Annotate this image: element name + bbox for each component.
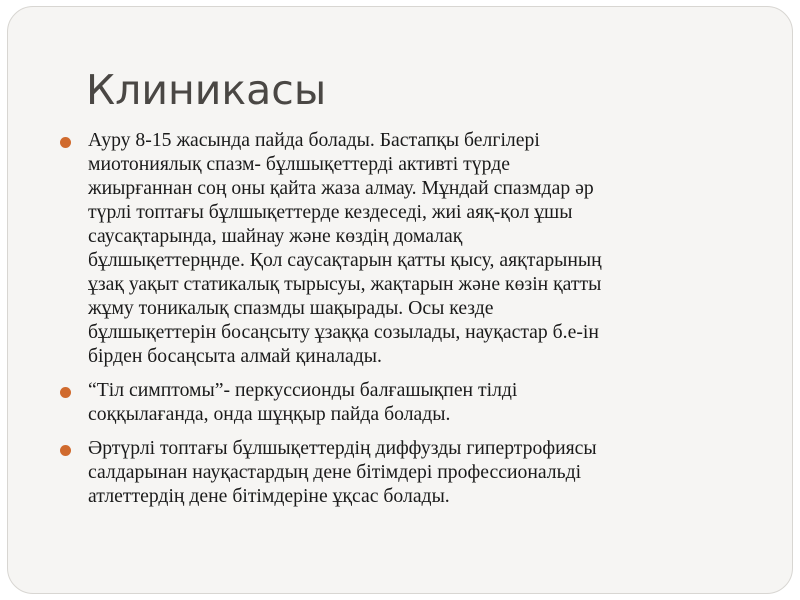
bullet-list (60, 128, 750, 518)
list-item (60, 436, 750, 508)
bullet-dot-icon (60, 387, 71, 398)
slide-title: Клиникасы (86, 66, 327, 114)
bullet-dot-icon (60, 137, 71, 148)
bullet-text: Ауру 8-15 жасында пайда болады. Бастапқы белгілері миотониялық спазм- бұлшықеттерді активті түрде жиырғаннан соң оны қайта жаза алмау. Мұндай спазмдар әр түрлі топтағы бұлшықеттерде кездеседі, жиі аяқ-қол ұшы саусақтарында, шайнау және көздің домалақ бұлшықеттерңнде. Қол саусақтарын қатты қысу, аяқтарының ұзақ уақыт статикалық тырысуы, жақтарын және көзін қатты жұму тоникалық спазмды шақырады. Осы кезде бұлшықеттерін босаңсыту ұзаққа созылады, науқастар б.е-ін бірден босаңсыта алмай қиналады. (88, 129, 602, 367)
bullet-dot-icon (60, 445, 71, 456)
bullet-text: “Тіл симптомы”- перкуссионды балғашықпен тілді соққылағанда, онда шұңқыр пайда болады. (88, 379, 518, 425)
list-item (60, 378, 750, 426)
list-item (60, 128, 750, 368)
bullet-text: Әртүрлі топтағы бұлшықеттердің диффузды гипертрофиясы салдарынан науқастардың дене бітімдері профессиональді атлеттердің дене бітімдеріне ұқсас болады. (88, 437, 597, 507)
